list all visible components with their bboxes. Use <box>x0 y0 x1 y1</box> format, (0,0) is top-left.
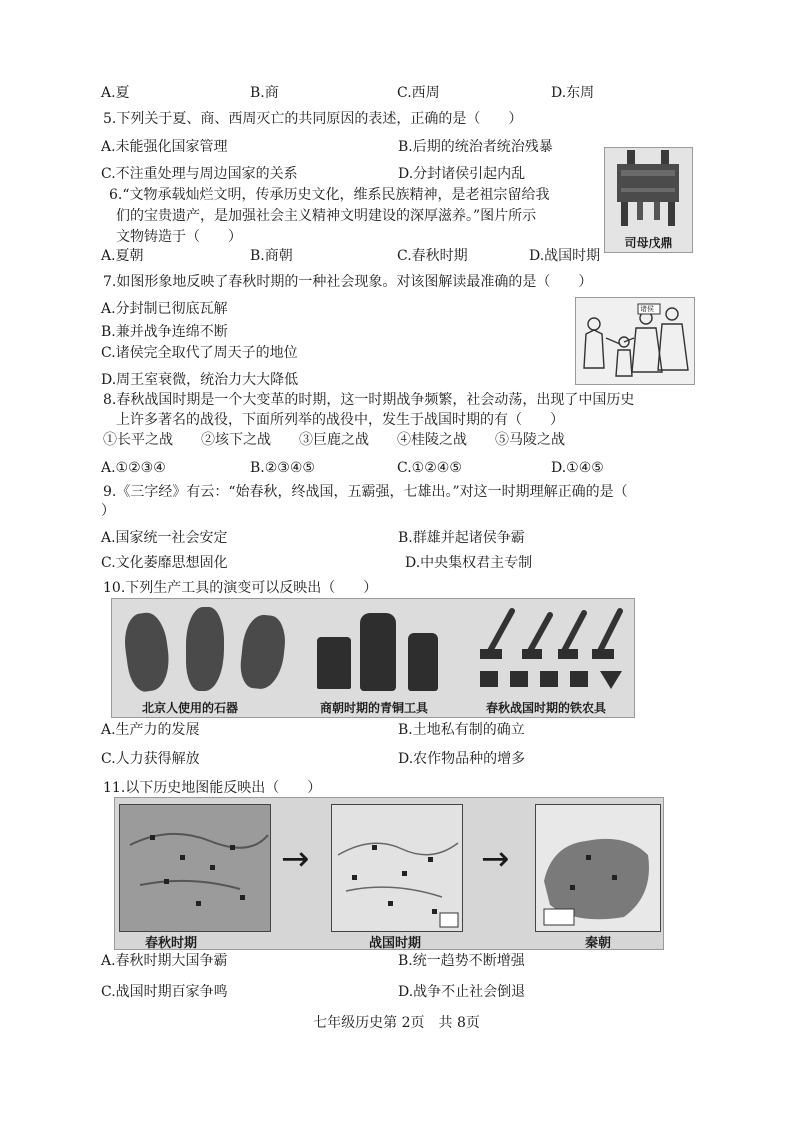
arrow-2-icon: → <box>481 839 510 879</box>
tools-evolution-figure <box>111 598 635 718</box>
q10-option-a: A.生产力的发展 <box>101 722 200 738</box>
q11-stem: 11.以下历史地图能反映出（ ） <box>103 780 322 796</box>
cartoon-figures-icon <box>576 298 694 384</box>
simuwu-ding-figure <box>604 147 693 253</box>
q9-stem-line-2: ） <box>101 503 115 519</box>
q7-option-d: D.周王室衰微，统治力大大降低 <box>101 372 299 388</box>
q5-option-a: A.未能强化国家管理 <box>101 139 228 155</box>
q9-stem-line-1: 9.《三字经》有云：“始春秋，终战国，五霸强，七雄出。”对这一时期理解正确的是（ <box>103 484 628 500</box>
spring-autumn-cartoon-figure <box>575 297 695 385</box>
q10-option-c: C.人力获得解放 <box>101 751 200 767</box>
ding-caption: 司母戊鼎 <box>624 236 673 250</box>
qin-map <box>535 804 661 932</box>
q5-option-c: C.不注重处理与周边国家的关系 <box>101 166 298 182</box>
bronze-tool-2-icon <box>360 613 396 691</box>
q8-stem-line-2: 上许多著名的战役，下面所列举的战役中，发生于战国时期的有（ ） <box>116 412 564 428</box>
warring-states-map-icon <box>332 805 462 931</box>
q8-battle-list: ①长平之战 ②垓下之战 ③巨鹿之战 ④桂陵之战 ⑤马陵之战 <box>103 432 565 448</box>
arrow-1-icon: → <box>281 839 310 879</box>
q10-stem: 10.下列生产工具的演变可以反映出（ ） <box>103 580 378 596</box>
q8-stem-line-1: 8.春秋战国时期是一个大变革的时期，这一时期战争频繁，社会动荡，出现了中国历史 <box>103 392 635 408</box>
q6-stem-line-3: 文物铸造于（ ） <box>116 229 242 245</box>
qin-map-icon <box>536 805 660 931</box>
bronze-tool-1-icon <box>317 637 351 689</box>
q8-option-c: C.①②④⑤ <box>397 460 462 476</box>
stone-tool-2-icon <box>186 607 224 691</box>
q6-stem-line-1: 6.“文物承载灿烂文明，传承历史文化，维系民族精神，是老祖宗留给我 <box>109 187 550 203</box>
q4-option-d: D.东周 <box>551 85 595 101</box>
stone-tools-caption: 北京人使用的石器 <box>142 701 239 715</box>
q8-option-a: A.①②③④ <box>101 460 166 476</box>
q11-option-c: C.战国时期百家争鸣 <box>101 984 228 1000</box>
q5-option-d: D.分封诸侯引起内乱 <box>398 166 526 182</box>
qin-caption: 秦朝 <box>585 936 612 950</box>
iron-tools-caption: 春秋战国时期的铁农具 <box>486 701 607 715</box>
q4-option-c: C.西周 <box>397 85 440 101</box>
q9-option-a: A.国家统一社会安定 <box>101 530 228 546</box>
ding-vessel-icon <box>605 148 692 234</box>
q11-option-d: D.战争不止社会倒退 <box>398 984 526 1000</box>
stone-tool-1-icon <box>121 610 173 693</box>
spring-autumn-map <box>119 804 271 932</box>
q9-option-d: D.中央集权君主专制 <box>405 555 533 571</box>
q10-option-d: D.农作物品种的增多 <box>398 751 526 767</box>
page-footer: 七年级历史第 2页 共 8页 <box>313 1015 480 1031</box>
q8-option-b: B.②③④⑤ <box>250 460 315 476</box>
q10-option-b: B.土地私有制的确立 <box>398 722 525 738</box>
q9-option-b: B.群雄并起诸侯争霸 <box>398 530 525 546</box>
q7-option-b: B.兼并战争连绵不断 <box>101 324 228 340</box>
warring-states-caption: 战国时期 <box>369 936 422 950</box>
cartoon-label: 诸侯 <box>640 305 654 313</box>
q7-stem: 7.如图形象地反映了春秋时期的一种社会现象。对该图解读最准确的是（ ） <box>103 274 593 290</box>
q5-stem: 5.下列关于夏、商、西周灭亡的共同原因的表述，正确的是（ ） <box>103 111 523 127</box>
iron-farm-tools-icon <box>472 605 630 697</box>
q9-option-c: C.文化萎靡思想固化 <box>101 555 228 571</box>
q11-option-a: A.春秋时期大国争霸 <box>101 953 228 969</box>
q6-option-c: C.春秋时期 <box>397 248 468 264</box>
q7-option-c: C.诸侯完全取代了周天子的地位 <box>101 345 298 361</box>
spring-autumn-caption: 春秋时期 <box>145 936 198 950</box>
q11-option-b: B.统一趋势不断增强 <box>398 953 525 969</box>
q4-option-b: B.商 <box>250 85 279 101</box>
q4-option-a: A.夏 <box>101 85 130 101</box>
q6-stem-line-2: 们的宝贵遗产，是加强社会主义精神文明建设的深厚滋养。”图片所示 <box>116 208 537 224</box>
stone-tool-3-icon <box>238 613 288 691</box>
q6-option-a: A.夏朝 <box>101 248 144 264</box>
bronze-tools-caption: 商朝时期的青铜工具 <box>320 701 429 715</box>
q7-option-a: A.分封制已彻底瓦解 <box>101 301 228 317</box>
historical-maps-figure <box>114 797 664 950</box>
warring-states-map <box>331 804 463 932</box>
q8-option-d: D.①④⑤ <box>551 460 604 476</box>
spring-autumn-map-icon <box>120 805 270 931</box>
bronze-tool-3-icon <box>408 633 438 691</box>
q5-option-b: B.后期的统治者统治残暴 <box>398 139 553 155</box>
q6-option-d: D.战国时期 <box>529 248 601 264</box>
q6-option-b: B.商朝 <box>250 248 293 264</box>
